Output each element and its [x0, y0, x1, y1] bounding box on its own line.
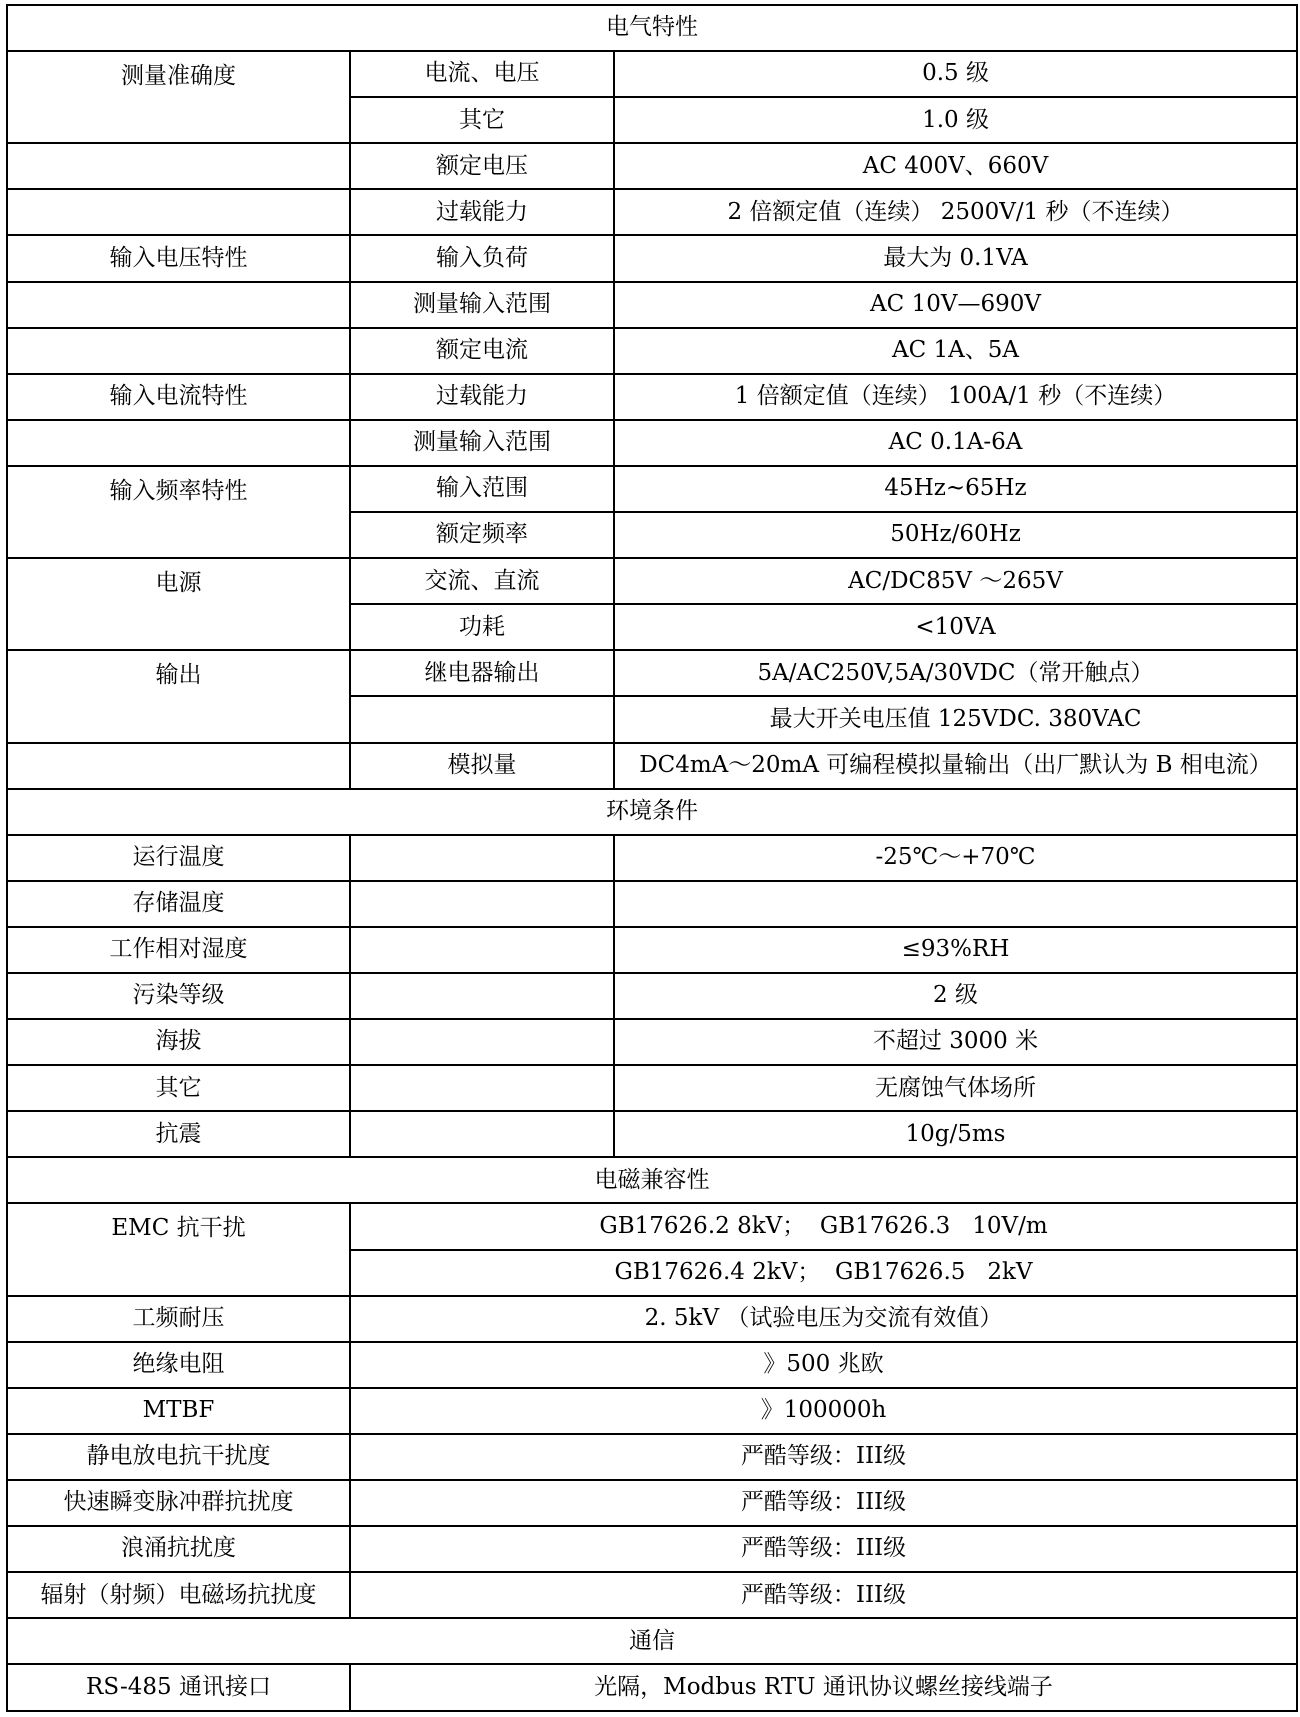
sub-label: 功耗	[350, 604, 614, 650]
sub-label	[350, 927, 614, 973]
table-row	[7, 189, 1297, 235]
sub-label: 电流、电压	[350, 51, 614, 97]
row-label: 辐射（射频）电磁场抗扰度	[7, 1572, 350, 1618]
row-label: 测量准确度	[7, 51, 350, 143]
value-cell: 45Hz~65Hz	[614, 466, 1297, 512]
row-label: 工频耐压	[7, 1296, 350, 1342]
row-label: 快速瞬变脉冲群抗扰度	[7, 1480, 350, 1526]
row-label: 电源	[7, 558, 350, 650]
value-cell: 1.0 级	[614, 97, 1297, 143]
value-cell: 0.5 级	[614, 51, 1297, 97]
table-row	[7, 328, 1297, 374]
value-cell: 50Hz/60Hz	[614, 512, 1297, 558]
value-cell: 严酷等级：III级	[350, 1480, 1297, 1526]
sub-label: 额定电压	[350, 143, 614, 189]
row-label: EMC 抗干扰	[7, 1203, 350, 1295]
sub-label	[350, 696, 614, 742]
table-row	[7, 881, 1297, 927]
value-cell: 不超过 3000 米	[614, 1019, 1297, 1065]
value-cell: 严酷等级：III级	[350, 1526, 1297, 1572]
section-title: 电气特性	[7, 5, 1297, 51]
table-row	[7, 927, 1297, 973]
table-row	[7, 466, 1297, 512]
table-row	[7, 1019, 1297, 1065]
row-label	[7, 189, 350, 235]
table-row	[7, 374, 1297, 420]
spec-table	[6, 4, 1298, 1712]
value-cell: AC 0.1A-6A	[614, 420, 1297, 466]
value-cell: AC/DC85V ～265V	[614, 558, 1297, 604]
value-cell: 严酷等级：III级	[350, 1572, 1297, 1618]
table-row	[7, 973, 1297, 1019]
row-label	[7, 328, 350, 374]
sub-label: 额定频率	[350, 512, 614, 558]
table-row	[7, 1388, 1297, 1434]
table-row	[7, 235, 1297, 281]
table-row	[7, 743, 1297, 789]
table-row	[7, 51, 1297, 97]
sub-label: 额定电流	[350, 328, 614, 374]
table-row	[7, 1434, 1297, 1480]
sub-label	[350, 881, 614, 927]
sub-label: 继电器输出	[350, 650, 614, 696]
section-title: 通信	[7, 1618, 1297, 1664]
table-row	[7, 1111, 1297, 1157]
section-header-emc	[7, 1157, 1297, 1203]
table-row	[7, 1480, 1297, 1526]
section-title: 电磁兼容性	[7, 1157, 1297, 1203]
row-label: 输入电流特性	[7, 374, 350, 420]
row-label	[7, 420, 350, 466]
value-cell: 光隔，Modbus RTU 通讯协议螺丝接线端子	[350, 1664, 1297, 1711]
value-cell: ≤93%RH	[614, 927, 1297, 973]
sub-label: 过载能力	[350, 374, 614, 420]
row-label: 其它	[7, 1065, 350, 1111]
value-cell: 严酷等级：III级	[350, 1434, 1297, 1480]
sub-label	[350, 1019, 614, 1065]
sub-label: 模拟量	[350, 743, 614, 789]
value-cell: 2 倍额定值（连续） 2500V/1 秒（不连续）	[614, 189, 1297, 235]
sub-label: 测量输入范围	[350, 420, 614, 466]
sub-label	[350, 835, 614, 881]
value-cell: 10g/5ms	[614, 1111, 1297, 1157]
table-row	[7, 282, 1297, 328]
section-title: 环境条件	[7, 789, 1297, 835]
table-row	[7, 1342, 1297, 1388]
row-label: 浪涌抗扰度	[7, 1526, 350, 1572]
sub-label: 输入负荷	[350, 235, 614, 281]
row-label: 输入电压特性	[7, 235, 350, 281]
sub-label	[350, 1111, 614, 1157]
value-cell: 2. 5kV （试验电压为交流有效值）	[350, 1296, 1297, 1342]
value-cell: -25℃～+70℃	[614, 835, 1297, 881]
value-cell	[614, 881, 1297, 927]
row-label: MTBF	[7, 1388, 350, 1434]
section-header-environment	[7, 789, 1297, 835]
section-header-electrical	[7, 5, 1297, 51]
table-row	[7, 1296, 1297, 1342]
row-label: 工作相对湿度	[7, 927, 350, 973]
value-cell: 5A/AC250V,5A/30VDC（常开触点）	[614, 650, 1297, 696]
row-label: 运行温度	[7, 835, 350, 881]
table-row	[7, 1572, 1297, 1618]
value-cell: AC 400V、660V	[614, 143, 1297, 189]
sub-label: 交流、直流	[350, 558, 614, 604]
value-cell: GB17626.4 2kV； GB17626.5 2kV	[350, 1250, 1297, 1296]
table-row	[7, 1065, 1297, 1111]
row-label: 存储温度	[7, 881, 350, 927]
value-cell: 2 级	[614, 973, 1297, 1019]
row-label: 海拔	[7, 1019, 350, 1065]
value-cell: GB17626.2 8kV； GB17626.3 10V/m	[350, 1203, 1297, 1249]
table-row	[7, 143, 1297, 189]
sub-label: 输入范围	[350, 466, 614, 512]
row-label: 输出	[7, 650, 350, 742]
table-row	[7, 835, 1297, 881]
sub-label: 其它	[350, 97, 614, 143]
row-label	[7, 143, 350, 189]
section-header-comms	[7, 1618, 1297, 1664]
row-label: 污染等级	[7, 973, 350, 1019]
table-row	[7, 1203, 1297, 1249]
row-label	[7, 743, 350, 789]
value-cell: DC4mA～20mA 可编程模拟量输出（出厂默认为 B 相电流）	[614, 743, 1297, 789]
row-label: RS-485 通讯接口	[7, 1664, 350, 1711]
row-label: 抗震	[7, 1111, 350, 1157]
sub-label	[350, 1065, 614, 1111]
table-row	[7, 1526, 1297, 1572]
sub-label: 过载能力	[350, 189, 614, 235]
value-cell: 最大开关电压值 125VDC. 380VAC	[614, 696, 1297, 742]
table-row	[7, 1664, 1297, 1711]
row-label	[7, 282, 350, 328]
row-label: 静电放电抗干扰度	[7, 1434, 350, 1480]
row-label: 绝缘电阻	[7, 1342, 350, 1388]
value-cell: 最大为 0.1VA	[614, 235, 1297, 281]
table-row	[7, 558, 1297, 604]
table-row	[7, 650, 1297, 696]
value-cell: AC 1A、5A	[614, 328, 1297, 374]
sub-label: 测量输入范围	[350, 282, 614, 328]
value-cell: 》100000h	[350, 1388, 1297, 1434]
row-label: 输入频率特性	[7, 466, 350, 558]
value-cell: AC 10V—690V	[614, 282, 1297, 328]
sub-label	[350, 973, 614, 1019]
table-row	[7, 420, 1297, 466]
value-cell: 无腐蚀气体场所	[614, 1065, 1297, 1111]
value-cell: 》500 兆欧	[350, 1342, 1297, 1388]
value-cell: <10VA	[614, 604, 1297, 650]
value-cell: 1 倍额定值（连续） 100A/1 秒（不连续）	[614, 374, 1297, 420]
